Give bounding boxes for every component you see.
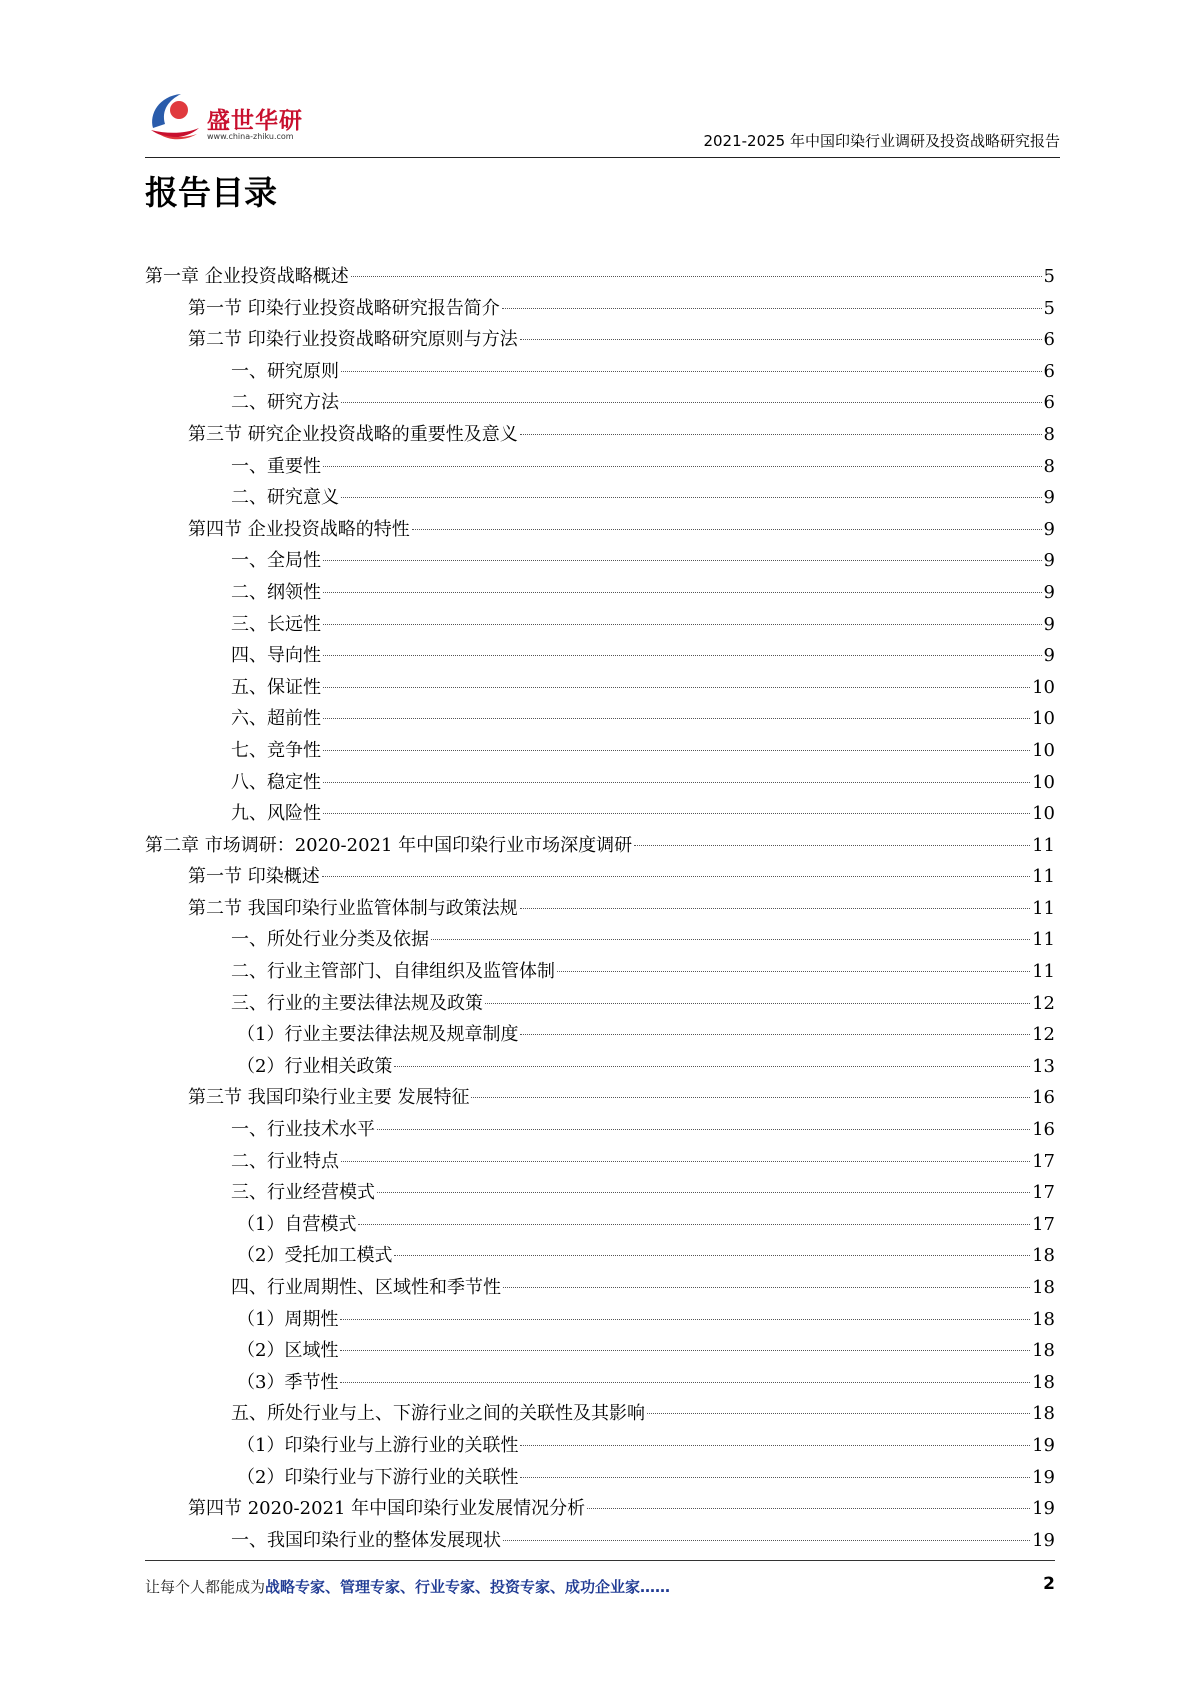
toc-leader-dots xyxy=(341,371,1042,372)
toc-leader-dots xyxy=(431,939,1030,940)
toc-entry-page: 19 xyxy=(1032,1498,1055,1520)
toc-entry-title: （2）受托加工模式 xyxy=(237,1245,393,1267)
toc-leader-dots xyxy=(323,750,1030,751)
toc-leader-dots xyxy=(323,687,1030,688)
toc-entry-title: 第一章 企业投资战略概述 xyxy=(145,266,349,287)
toc-entry-page: 9 xyxy=(1043,613,1055,635)
toc-entry-page: 18 xyxy=(1032,1245,1055,1267)
toc-entry-title: 二、行业特点 xyxy=(231,1150,339,1172)
toc-entry[interactable] xyxy=(145,1051,1055,1083)
toc-entry-title: 一、行业技术水平 xyxy=(231,1119,375,1141)
toc-entry-page: 5 xyxy=(1043,297,1055,319)
toc-entry[interactable] xyxy=(145,545,1055,577)
toc-entry-page: 12 xyxy=(1032,1024,1055,1046)
logo-swoosh-icon xyxy=(145,84,207,146)
toc-heading: 报告目录 xyxy=(145,173,277,212)
toc-leader-dots xyxy=(557,971,1030,972)
toc-entry-title: （2）印染行业与下游行业的关联性 xyxy=(237,1466,519,1488)
toc-entry[interactable] xyxy=(145,1082,1055,1114)
toc-entry-title: 一、重要性 xyxy=(231,455,321,477)
toc-entry-page: 11 xyxy=(1032,866,1055,888)
toc-entry-page: 18 xyxy=(1032,1371,1055,1393)
toc-leader-dots xyxy=(323,655,1042,656)
toc-entry[interactable] xyxy=(145,356,1055,388)
toc-leader-dots xyxy=(394,1066,1030,1067)
toc-entry-page: 9 xyxy=(1043,581,1055,603)
toc-entry-title: （3）季节性 xyxy=(237,1371,339,1393)
toc-leader-dots xyxy=(377,1192,1030,1193)
toc-leader-dots xyxy=(503,1540,1030,1541)
toc-entry-title: 三、行业经营模式 xyxy=(231,1182,375,1204)
toc-entry-page: 11 xyxy=(1032,929,1055,951)
toc-entry-title: 五、所处行业与上、下游行业之间的关联性及其影响 xyxy=(231,1403,645,1425)
toc-entry-page: 9 xyxy=(1043,550,1055,572)
toc-leader-dots xyxy=(520,908,1030,909)
toc-entry-page: 19 xyxy=(1032,1529,1055,1551)
toc-entry-page: 10 xyxy=(1032,739,1055,761)
toc-leader-dots xyxy=(358,1224,1030,1225)
toc-entry-title: 七、竞争性 xyxy=(231,739,321,761)
toc-leader-dots xyxy=(322,876,1030,877)
toc-entry-title: （2）区域性 xyxy=(237,1340,339,1362)
toc-entry[interactable] xyxy=(145,324,1055,356)
toc-entry[interactable] xyxy=(145,1019,1055,1051)
toc-entry[interactable] xyxy=(145,514,1055,546)
toc-entry[interactable] xyxy=(145,451,1055,483)
toc-entry[interactable] xyxy=(145,1272,1055,1304)
toc-entry-page: 11 xyxy=(1032,897,1055,919)
header-divider xyxy=(145,157,1060,158)
toc-entry-page: 10 xyxy=(1032,708,1055,730)
toc-entry[interactable] xyxy=(145,988,1055,1020)
toc-entry[interactable] xyxy=(145,1240,1055,1272)
toc-entry-title: 一、我国印染行业的整体发展现状 xyxy=(231,1529,501,1551)
toc-entry-page: 11 xyxy=(1032,834,1055,856)
toc-entry-title: 第一节 印染概述 xyxy=(188,866,320,888)
toc-entry-page: 5 xyxy=(1043,266,1055,287)
toc-leader-dots xyxy=(341,402,1042,403)
toc-entry-title: 八、稳定性 xyxy=(231,771,321,793)
toc-leader-dots xyxy=(634,845,1030,846)
toc-entry[interactable] xyxy=(145,735,1055,767)
toc-entry-page: 9 xyxy=(1043,518,1055,540)
toc-entry-title: 六、超前性 xyxy=(231,708,321,730)
toc-entry-page: 17 xyxy=(1032,1182,1055,1204)
toc-entry[interactable] xyxy=(145,609,1055,641)
toc-entry-page: 17 xyxy=(1032,1150,1055,1172)
toc-entry[interactable] xyxy=(145,419,1055,451)
page-number: 2 xyxy=(1043,1574,1055,1594)
toc-entry-title: 二、研究方法 xyxy=(231,392,339,414)
toc-entry-title: 第三节 研究企业投资战略的重要性及意义 xyxy=(188,423,518,445)
toc-entry-page: 11 xyxy=(1032,961,1055,983)
toc-entry[interactable] xyxy=(145,1430,1055,1462)
toc-leader-dots xyxy=(341,1161,1030,1162)
toc-leader-dots xyxy=(323,624,1042,625)
toc-leader-dots xyxy=(323,813,1030,814)
toc-entry[interactable] xyxy=(145,293,1055,325)
toc-entry[interactable] xyxy=(145,482,1055,514)
toc-leader-dots xyxy=(485,1003,1030,1004)
toc-entry-page: 9 xyxy=(1043,645,1055,667)
toc-entry[interactable] xyxy=(145,798,1055,830)
toc-entry[interactable] xyxy=(145,1367,1055,1399)
toc-entry-title: 第三节 我国印染行业主要 发展特征 xyxy=(188,1087,470,1109)
toc-entry[interactable] xyxy=(145,956,1055,988)
toc-entry-title: 一、全局性 xyxy=(231,550,321,572)
toc-entry-title: 一、所处行业分类及依据 xyxy=(231,929,429,951)
toc-entry-page: 17 xyxy=(1032,1213,1055,1235)
toc-entry-title: 三、行业的主要法律法规及政策 xyxy=(231,992,483,1014)
toc-leader-dots xyxy=(471,1097,1030,1098)
toc-entry-title: 第二章 市场调研：2020-2021 年中国印染行业市场深度调研 xyxy=(145,834,633,856)
toc-entry[interactable] xyxy=(145,387,1055,419)
toc-leader-dots xyxy=(394,1255,1030,1256)
toc-entry-title: 五、保证性 xyxy=(231,676,321,698)
toc-entry-title: 第二节 我国印染行业监管体制与政策法规 xyxy=(188,897,518,919)
toc-entry-page: 6 xyxy=(1043,329,1055,351)
toc-leader-dots xyxy=(520,339,1042,340)
toc-leader-dots xyxy=(323,466,1042,467)
toc-entry-title: （2）行业相关政策 xyxy=(237,1055,393,1077)
toc-entry-title: （1）印染行业与上游行业的关联性 xyxy=(237,1434,519,1456)
toc-entry-title: 三、长远性 xyxy=(231,613,321,635)
footer-divider xyxy=(145,1560,1055,1561)
toc-entry-title: 四、行业周期性、区域性和季节性 xyxy=(231,1277,501,1298)
toc-entry-page: 18 xyxy=(1032,1277,1055,1298)
footer-slogan-prefix: 让每个人都能成为 xyxy=(145,1578,266,1596)
toc-leader-dots xyxy=(323,782,1030,783)
toc-entry-page: 18 xyxy=(1032,1308,1055,1330)
toc-entry-page: 10 xyxy=(1032,771,1055,793)
toc-leader-dots xyxy=(323,560,1042,561)
toc-leader-dots xyxy=(520,1477,1030,1478)
toc-leader-dots xyxy=(502,308,1042,309)
footer-slogan-roles: 战略专家、管理专家、行业专家、投资专家、成功企业家…… xyxy=(265,1578,671,1596)
report-title: 2021-2025 年中国印染行业调研及投资战略研究报告 xyxy=(703,132,1060,150)
toc-entry[interactable] xyxy=(145,577,1055,609)
toc-entry[interactable] xyxy=(145,261,1055,293)
toc-entry-page: 18 xyxy=(1032,1403,1055,1425)
page-header xyxy=(145,84,1060,160)
toc-entry-page: 8 xyxy=(1043,455,1055,477)
toc-entry-title: 第四节 2020-2021 年中国印染行业发展情况分析 xyxy=(188,1498,586,1520)
toc-leader-dots xyxy=(520,434,1042,435)
toc-entry-page: 10 xyxy=(1032,676,1055,698)
toc-entry-page: 8 xyxy=(1043,423,1055,445)
toc-entry-title: （1）周期性 xyxy=(237,1308,339,1330)
toc-entry-page: 10 xyxy=(1032,803,1055,825)
toc-entry-title: 四、导向性 xyxy=(231,645,321,667)
toc-leader-dots xyxy=(351,276,1042,277)
toc-entry[interactable] xyxy=(145,1146,1055,1178)
table-of-contents xyxy=(145,261,1055,1556)
toc-entry-page: 13 xyxy=(1032,1055,1055,1077)
toc-entry-page: 16 xyxy=(1032,1087,1055,1109)
toc-entry[interactable] xyxy=(145,1462,1055,1494)
toc-entry-page: 19 xyxy=(1032,1434,1055,1456)
toc-leader-dots xyxy=(377,1129,1030,1130)
toc-entry-title: 第一节 印染行业投资战略研究报告简介 xyxy=(188,297,500,319)
toc-entry-title: 九、风险性 xyxy=(231,803,321,825)
toc-entry[interactable] xyxy=(145,672,1055,704)
toc-entry-page: 18 xyxy=(1032,1340,1055,1362)
toc-entry[interactable] xyxy=(145,1304,1055,1336)
toc-leader-dots xyxy=(341,497,1042,498)
toc-entry[interactable] xyxy=(145,1209,1055,1241)
toc-entry[interactable] xyxy=(145,1114,1055,1146)
toc-entry-title: 二、行业主管部门、自律组织及监管体制 xyxy=(231,961,555,983)
toc-entry-page: 9 xyxy=(1043,487,1055,509)
logo-name: 盛世华研 xyxy=(207,108,303,134)
toc-entry-page: 6 xyxy=(1043,360,1055,382)
toc-leader-dots xyxy=(323,592,1042,593)
toc-entry[interactable] xyxy=(145,703,1055,735)
toc-entry-title: 一、研究原则 xyxy=(231,360,339,382)
toc-entry-title: （1）行业主要法律法规及规章制度 xyxy=(237,1024,519,1046)
toc-entry[interactable] xyxy=(145,1335,1055,1367)
toc-entry-title: （1）自营模式 xyxy=(237,1213,357,1235)
toc-leader-dots xyxy=(412,529,1042,530)
logo xyxy=(145,84,320,146)
toc-entry[interactable] xyxy=(145,893,1055,925)
toc-entry[interactable] xyxy=(145,861,1055,893)
toc-entry[interactable] xyxy=(145,924,1055,956)
toc-entry[interactable] xyxy=(145,640,1055,672)
toc-entry-page: 19 xyxy=(1032,1466,1055,1488)
toc-leader-dots xyxy=(323,718,1030,719)
toc-leader-dots xyxy=(520,1034,1030,1035)
toc-entry-page: 16 xyxy=(1032,1119,1055,1141)
toc-entry-page: 12 xyxy=(1032,992,1055,1014)
toc-entry-title: 二、纲领性 xyxy=(231,581,321,603)
toc-entry[interactable] xyxy=(145,1525,1055,1557)
toc-leader-dots xyxy=(647,1413,1030,1414)
toc-leader-dots xyxy=(503,1287,1030,1288)
toc-entry-page: 6 xyxy=(1043,392,1055,414)
footer-slogan xyxy=(145,1576,670,1597)
toc-leader-dots xyxy=(340,1350,1030,1351)
toc-entry-title: 第四节 企业投资战略的特性 xyxy=(188,518,410,540)
toc-entry[interactable] xyxy=(145,1177,1055,1209)
toc-entry[interactable] xyxy=(145,830,1055,862)
logo-url: www.china-zhiku.com xyxy=(207,132,294,141)
toc-leader-dots xyxy=(340,1382,1030,1383)
toc-entry[interactable] xyxy=(145,767,1055,799)
toc-leader-dots xyxy=(340,1319,1030,1320)
toc-leader-dots xyxy=(520,1445,1030,1446)
toc-entry-title: 二、研究意义 xyxy=(231,487,339,509)
toc-entry[interactable] xyxy=(145,1493,1055,1525)
toc-leader-dots xyxy=(587,1508,1030,1509)
toc-entry[interactable] xyxy=(145,1398,1055,1430)
toc-entry-title: 第二节 印染行业投资战略研究原则与方法 xyxy=(188,329,518,351)
